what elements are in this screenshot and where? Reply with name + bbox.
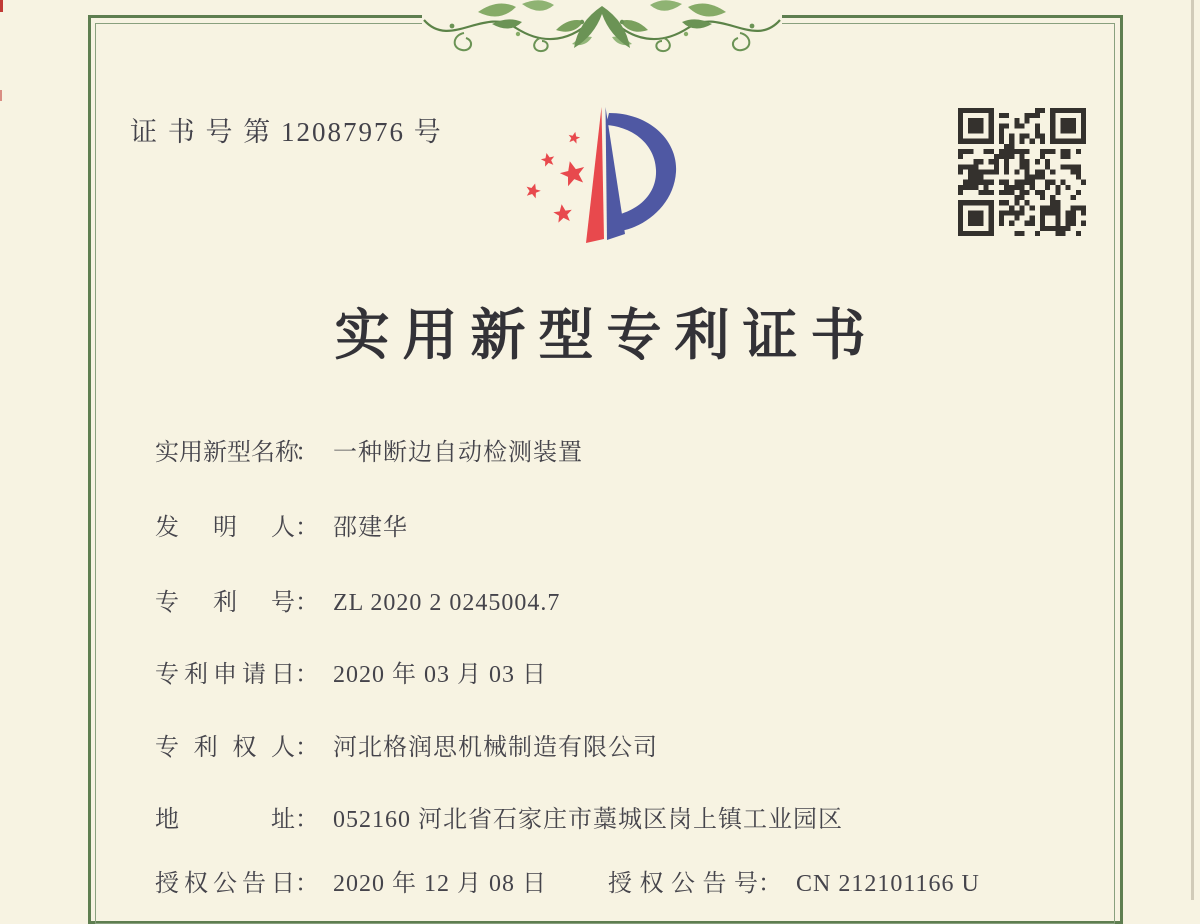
field-value: ZL 2020 2 0245004.7: [333, 590, 561, 616]
field-value: 河北格润思机械制造有限公司: [333, 735, 658, 761]
field-grant-date: 授权公告日： 2020 年 12 月 08 日: [155, 863, 547, 898]
scan-artifact-mark: [0, 0, 3, 12]
qr-code-block: [958, 108, 1086, 236]
field-grant-number: 授权公告号： CN 212101166 U: [608, 863, 980, 898]
field-label: 地址: [155, 807, 295, 833]
field-address: 地址： 052160 河北省石家庄市藁城区岗上镇工业园区: [155, 799, 843, 834]
field-label: 专利号: [155, 590, 295, 616]
certificate-title: 实用新型专利证书: [334, 305, 879, 366]
scan-artifact-mark: [0, 90, 2, 101]
paper-edge-shadow: [1191, 0, 1194, 900]
field-label: 专利申请日: [155, 662, 295, 688]
cnipa-emblem-icon: [505, 92, 695, 258]
field-value: 一种断边自动检测装置: [333, 440, 583, 466]
qr-code-icon: [958, 108, 1086, 236]
top-floral-ornament: [422, 0, 782, 56]
field-value: 2020 年 03 月 03 日: [333, 662, 547, 688]
field-filing-date: 专利申请日： 2020 年 03 月 03 日: [155, 654, 547, 689]
field-label: 专利权人: [155, 735, 295, 761]
field-label: 实用新型名称: [155, 440, 299, 466]
field-value: CN 212101166 U: [796, 871, 980, 897]
field-label: 授权公告号: [608, 871, 758, 897]
field-label: 授权公告日: [155, 871, 295, 897]
cnipa-logo: [505, 92, 695, 258]
field-value: 052160 河北省石家庄市藁城区岗上镇工业园区: [333, 807, 843, 833]
field-utility-model-name: 实用新型名称： 一种断边自动检测装置: [155, 432, 583, 467]
field-patentee: 专利权人： 河北格润思机械制造有限公司: [155, 727, 658, 762]
field-inventor: 发明人： 邵建华: [155, 507, 408, 542]
certificate-number: 证 书 号 第 12087976 号: [130, 117, 443, 147]
field-value: 邵建华: [333, 515, 408, 541]
field-label: 发明人: [155, 515, 295, 541]
field-patent-number: 专利号： ZL 2020 2 0245004.7: [155, 582, 560, 617]
floral-flourish-icon: [422, 0, 782, 56]
field-value: 2020 年 12 月 08 日: [333, 871, 547, 897]
